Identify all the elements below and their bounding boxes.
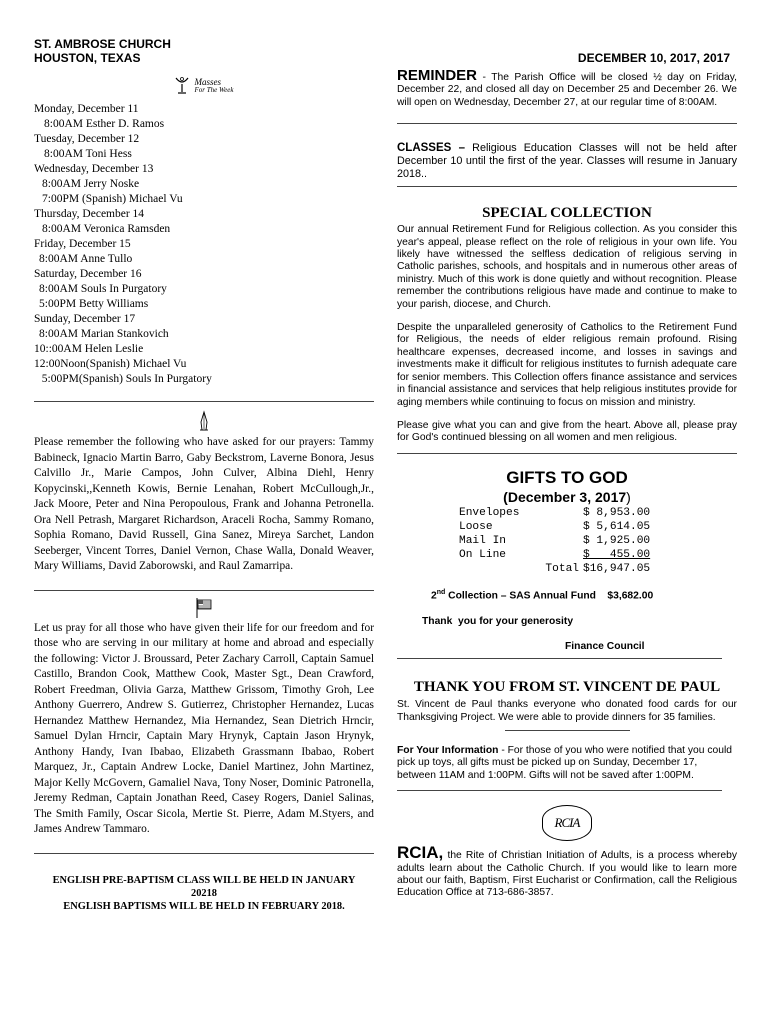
- gifts-subtitle: [397, 489, 737, 505]
- gift-total-label: Total: [545, 562, 579, 575]
- reminder-text: - The Parish Office will be closed ½ day on Friday, December 22, and closed all day on December 25 and December 26. We will open on Wednesday, December 27, at our regular time of 8:00AM.: [397, 72, 737, 108]
- divider: [34, 590, 374, 591]
- mass-entry: 12:00Noon(Spanish) Michael Vu: [34, 358, 187, 370]
- mass-entry: 8:00AM Toni Hess: [44, 148, 132, 160]
- church-name: ST. AMBROSE CHURCH: [34, 37, 171, 51]
- second-collection-prefix: 2: [431, 590, 437, 602]
- gifts-thanks: Thank you for your generosity: [422, 616, 574, 628]
- gift-label: Loose: [459, 520, 493, 533]
- classes-text: Religious Education Classes will not be held after December 10 until the first of the year. Classes will resume in January 2018..: [397, 142, 737, 181]
- svdp-info: [397, 745, 737, 782]
- baptism-line1: ENGLISH PRE-BAPTISM CLASS WILL BE HELD IN JANUARY: [52, 874, 356, 886]
- gift-amount: $ 455.00: [583, 548, 651, 561]
- gift-label: Mail In: [459, 534, 506, 547]
- mass-entry: 8:00AM Marian Stankovich: [39, 328, 169, 340]
- mass-day: Saturday, December 16: [34, 268, 142, 280]
- baptism-notice: [34, 874, 374, 913]
- rcia-section: [397, 843, 737, 900]
- mass-day: Monday, December 11: [34, 103, 139, 115]
- divider: [397, 123, 737, 124]
- gifts-title: GIFTS TO GOD: [506, 467, 628, 487]
- masses-banner-text: [194, 78, 233, 94]
- bulletin-date: DECEMBER 10, 2017, 2017: [577, 51, 730, 65]
- svdp-info-label: For Your Information: [397, 744, 499, 756]
- gift-amount: $ 8,953.00: [583, 506, 651, 519]
- flag-icon-box: [34, 597, 374, 619]
- mass-entry: 10::00AM Helen Leslie: [34, 343, 144, 355]
- second-collection-text: Collection – SAS Annual Fund $3,682.00: [445, 590, 654, 602]
- right-column: [397, 67, 737, 900]
- military-prayer-list: Let us pray for all those who have given their life for our freedom and for those who are serving in our military at home and abroad and especially the following: Victor J. Broussard, Peter Zachary Carroll, Captain Samuel Castillo, Brandon Cook, Matthew Cook, Master Sgt., Dean Crawford, Robert Freedman, Olivia Garza, Matthew Grissom, Timothy Groh, Lee Anthony Guerrero, Andrew S. Gutierrez, Christopher Hernandez, Lucas Hernandez Matthew Hernandez, Mia Hernandez, Sean Dietrich Hrncir, Samuel Dylan Hrncir, Captain Mary Hrynyk, Captain Jason Hrynyk, Anthony Handy, Ivan Ibabao, Elizabeth Grassmann Ibabao, Robert Marquez, Jr., Captain Andrew Locke, Daniel Martinez, John Martinez, Major Kelly McGovern, Gamaliel Nava, Tony Noser, Dominic Patronella, Jeremy Redman, Captain Jonathan Reed, Casey Rogers, Daniel Salinas, The Smith Family, Oscar Sicola, Mertie St. Pierre, Adam M.Styers, and James Andrew Tammaro.: [34, 621, 374, 835]
- svdp-info-text: - For those of you who were notified that you could pick up toys, all gifts must be picked up on Sunday, December 17, between 11AM and 1:00PM. Gifts will not be saved after 1:00PM.: [397, 744, 732, 781]
- chalice-icon: [174, 76, 190, 96]
- table-row: [459, 548, 655, 562]
- classes-section: [397, 142, 737, 181]
- short-divider: [505, 730, 630, 731]
- rcia-logo-box: [397, 805, 737, 841]
- mass-entry: 8:00AM Jerry Noske: [42, 178, 140, 190]
- mass-day: Tuesday, December 12: [34, 133, 140, 145]
- mass-day: Friday, December 15: [34, 238, 131, 250]
- gifts-table: [459, 506, 655, 576]
- gifts-date-close: ): [626, 488, 631, 505]
- mass-entry: 5:00PM(Spanish) Souls In Purgatory: [36, 373, 212, 385]
- finance-council: Finance Council: [565, 641, 645, 653]
- american-flag-icon: [195, 597, 213, 619]
- gift-label: On Line: [459, 548, 506, 561]
- table-row: [459, 534, 655, 548]
- mass-entry: 8:00AM Esther D. Ramos: [44, 118, 165, 130]
- gift-amount: $ 1,925.00: [583, 534, 651, 547]
- rcia-text: the Rite of Christian Initiation of Adults, is a process whereby adults learn about the Catholic Church. If you would like to learn more about our faith, Baptism, First Eucharist or Confirmation, call the Religious Education Office at 713-686-3857.: [397, 850, 737, 899]
- praying-hands-icon-box: [34, 410, 374, 432]
- special-collection-p3: Please give what you can and give from the heart. Above all, please pray for God's continued blessing on all women and men religious.: [397, 419, 737, 444]
- mass-schedule: [34, 102, 374, 387]
- mass-entry: 5:00PM Betty Williams: [39, 298, 149, 310]
- mass-entry: 7:00PM (Spanish) Michael Vu: [42, 193, 183, 205]
- rcia-logo-text: RCIA: [554, 815, 580, 831]
- masses-banner-line2: For The Week: [194, 86, 234, 94]
- baptism-line3: ENGLISH BAPTISMS WILL BE HELD IN FEBRUARY 2018.: [63, 900, 345, 912]
- table-row: [459, 520, 655, 534]
- special-collection-p1: Our annual Retirement Fund for Religious collection. As you consider this year's appeal, please reflect on the role of religious in your own life. You likely have witnessed the selfless dedication of religious serving in Catholic parishes, schools, and hospitals and in numerous other areas of ministry. Much of this work is done quietly and without recognition. Please remember the contributions religious have made and continue to make to your parish, diocese, and Church.: [397, 224, 737, 310]
- divider: [34, 853, 374, 854]
- special-collection-title: SPECIAL COLLECTION: [482, 205, 652, 222]
- mass-day: Wednesday, December 13: [34, 163, 154, 175]
- divider: [34, 401, 374, 402]
- rcia-title: RCIA,: [397, 843, 444, 863]
- mass-entry: 8:00AM Souls In Purgatory: [39, 283, 167, 295]
- svdp-title: THANK YOU FROM ST. VINCENT DE PAUL: [413, 679, 721, 696]
- gift-label: Envelopes: [459, 506, 520, 519]
- mass-entry: 8:00AM Veronica Ramsden: [42, 223, 171, 235]
- prayer-list: Please remember the following who have asked for our prayers: Tammy Babineck, Ignacio Martin Barro, Gaby Beckstrom, Laverne Bonora, Jesus Calvillo Jr., Marie Campos, John Culver, Albina Diehl, Henry Kopycinski,,Kenneth Kowis, Bernie Lenahan, Robert McCullough,Jr., Jack Moore, Peter and Nina Peropoulous, Frank and Johanna Petronella. Ora Nell Petrash, Margaret Richardson, Araceli Rocha, Sammy Romano, Sophia Romano, David Russell, Gina Sanez, Mireya Sarchet, Landon Seeberger, Vincent Torres, Daniel Vernon, Chase Walla, Donald Weaver, Mary Williams, David Zaborowski, and Raul Zamarripa.: [34, 436, 374, 572]
- mass-day: Thursday, December 14: [34, 208, 145, 220]
- divider: [397, 453, 737, 454]
- masses-banner-line1: Masses: [194, 77, 221, 87]
- gift-total-amount: $16,947.05: [583, 562, 651, 575]
- gifts-date: (December 3, 2017: [503, 488, 627, 505]
- mass-day: Sunday, December 17: [34, 313, 136, 325]
- divider: [397, 658, 722, 659]
- table-row: [459, 506, 655, 520]
- svdp-text: St. Vincent de Paul thanks everyone who donated food cards for our Thanksgiving Project. We were able to provide dinners for 35 families.: [397, 699, 737, 723]
- divider: [397, 790, 722, 791]
- classes-title: CLASSES –: [397, 142, 466, 155]
- divider: [397, 186, 737, 187]
- rcia-logo: [542, 805, 592, 841]
- masses-banner: [34, 72, 374, 100]
- second-collection-sup: nd: [436, 588, 446, 596]
- mass-entry: 8:00AM Anne Tullo: [39, 253, 133, 265]
- church-location: HOUSTON, TEXAS: [34, 51, 141, 65]
- special-collection-p2: Despite the unparalleled generosity of Catholics to the Retirement Fund for Religious, the needs of elder religious remain profound. Rising healthcare expenses, decreased income, and losses in savings and investments make it difficult for religious institutes to furnish adequate care for senior members. This Collection offers finance assistance and services in financial assistance and services that help religious institutes provide for aging members while continuing to focus on mission and ministry.: [397, 322, 737, 408]
- praying-hands-icon: [197, 410, 211, 432]
- reminder-title: REMINDER: [397, 67, 478, 84]
- church-header: [34, 37, 171, 65]
- second-collection: [431, 589, 737, 601]
- gift-amount: $ 5,614.05: [583, 520, 651, 533]
- left-column: [34, 72, 374, 913]
- reminder-section: [397, 67, 737, 109]
- table-row: [459, 562, 655, 576]
- baptism-line2: 20218: [191, 887, 217, 899]
